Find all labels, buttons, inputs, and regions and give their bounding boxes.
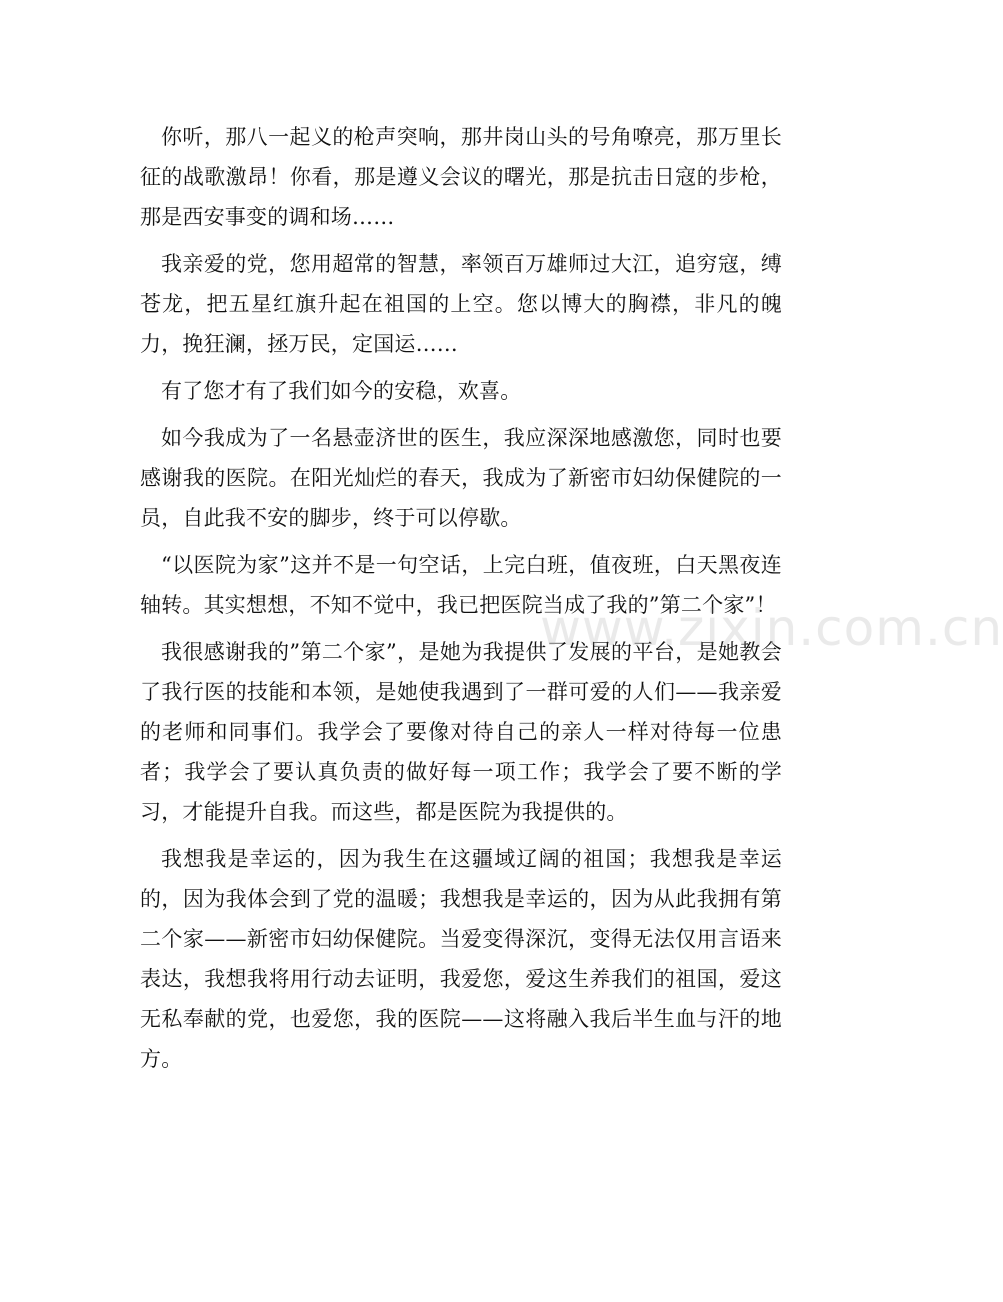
paragraph-7: 我想我是幸运的，因为我生在这疆域辽阔的祖国；我想我是幸运的，因为我体会到了党的温暖；我想我是幸运的，因为从此我拥有第二个家——新密市妇幼保健院。当爱变得深沉，变得无法仅用言语来表达，我想我将用行动去证明，我爱您，爱这生养我们的祖国，爱这无私奉献的党，也爱您，我的医院——这将融入我后半生血与汗的地方。 [140, 847, 782, 1071]
paragraph-6: 我很感谢我的”第二个家”，是她为我提供了发展的平台，是她教会了我行医的技能和本领，是她使我遇到了一群可爱的人们——我亲爱的老师和同事们。我学会了要像对待自己的亲人一样对待每一位患者；我学会了要认真负责的做好每一项工作；我学会了要不断的学习，才能提升自我。而这些，都是医院为我提供的。 [140, 640, 782, 824]
paragraph-5: “以医院为家”这并不是一句空话，上完白班，值夜班，白天黑夜连轴转。其实想想，不知不觉中，我已把医院当成了我的”第二个家”！ [140, 553, 782, 617]
paragraph-2: 我亲爱的党，您用超常的智慧，率领百万雄师过大江，追穷寇，缚苍龙，把五星红旗升起在祖国的上空。您以博大的胸襟，非凡的魄力，挽狂澜，拯万民，定国运…… [140, 252, 782, 356]
paragraph-1: 你听，那八一起义的枪声突响，那井岗山头的号角嘹亮，那万里长征的战歌激昂！你看，那是遵义会议的曙光，那是抗击日寇的步枪，那是西安事变的调和场…… [140, 125, 782, 229]
document-body [140, 117, 782, 1086]
paragraph-3: 有了您才有了我们如今的安稳，欢喜。 [161, 379, 522, 403]
paragraph-4: 如今我成为了一名悬壶济世的医生，我应深深地感激您，同时也要感谢我的医院。在阳光灿烂的春天，我成为了新密市妇幼保健院的一员，自此我不安的脚步，终于可以停歇。 [140, 426, 782, 530]
watermark-text: www.zixin.com.cn [540, 599, 1003, 657]
